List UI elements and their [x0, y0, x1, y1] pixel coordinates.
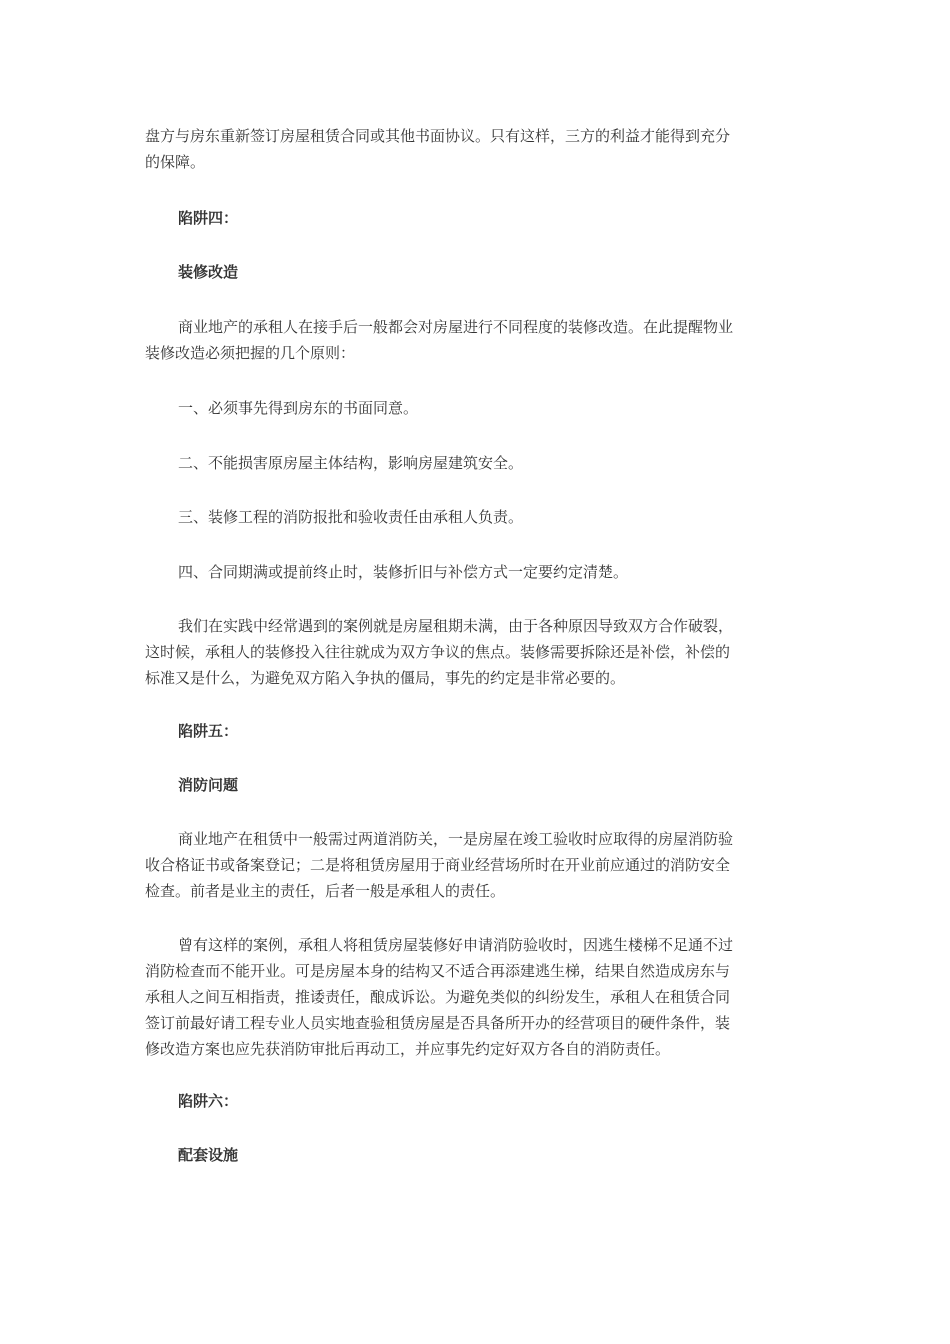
- text-line: 标准又是什么，为避免双方陷入争执的僵局，事先的约定是非常必要的。: [145, 669, 626, 687]
- text-line: 修改造方案也应先获消防审批后再动工，并应事先约定好双方各自的消防责任。: [145, 1040, 671, 1058]
- trap4-item-4: 四、合同期满或提前终止时，装修折旧与补偿方式一定要约定清楚。: [178, 563, 629, 581]
- text-line: 收合格证书或备案登记；二是将租赁房屋用于商业经营场所时在开业前应通过的消防安全: [145, 856, 731, 874]
- trap6-label: 陷阱六：: [178, 1092, 239, 1110]
- text-line: 曾有这样的案例，承租人将租赁房屋装修好申请消防验收时，因逃生楼梯不足通不过: [178, 936, 734, 954]
- text-line: 的保障。: [145, 153, 206, 171]
- trap5-label: 陷阱五：: [178, 722, 239, 740]
- text-line: 消防检查而不能开业。可是房屋本身的结构又不适合再添建逃生梯，结果自然造成房东与: [145, 962, 731, 980]
- trap6-title: 配套设施: [178, 1146, 239, 1164]
- text-line: 承租人之间互相指责，推诿责任，酿成诉讼。为避免类似的纠纷发生，承租人在租赁合同: [145, 988, 731, 1006]
- trap4-item-2: 二、不能损害原房屋主体结构，影响房屋建筑安全。: [178, 454, 524, 472]
- text-line: 装修改造必须把握的几个原则：: [145, 344, 356, 362]
- text-line: 这时候，承租人的装修投入往往就成为双方争议的焦点。装修需要拆除还是补偿，补偿的: [145, 643, 731, 661]
- trap4-paragraph-2: [145, 613, 805, 691]
- text-line: 签订前最好请工程专业人员实地查验租赁房屋是否具备所开办的经营项目的硬件条件，装: [145, 1014, 731, 1032]
- intro-paragraph: [145, 123, 805, 175]
- trap4-item-3: 三、装修工程的消防报批和验收责任由承租人负责。: [178, 508, 524, 526]
- text-line: 商业地产的承租人在接手后一般都会对房屋进行不同程度的装修改造。在此提醒物业: [178, 318, 734, 336]
- trap5-paragraph-2: [145, 932, 805, 1062]
- text-line: 我们在实践中经常遇到的案例就是房屋租期未满，由于各种原因导致双方合作破裂，: [178, 617, 734, 635]
- trap4-title: 装修改造: [178, 263, 239, 281]
- trap4-item-1: 一、必须事先得到房东的书面同意。: [178, 399, 419, 417]
- text-line: 商业地产在租赁中一般需过两道消防关，一是房屋在竣工验收时应取得的房屋消防验: [178, 830, 734, 848]
- text-line: 盘方与房东重新签订房屋租赁合同或其他书面协议。只有这样，三方的利益才能得到充分: [145, 127, 731, 145]
- text-line: 检查。前者是业主的责任，后者一般是承租人的责任。: [145, 882, 506, 900]
- trap5-paragraph-1: [145, 826, 805, 904]
- trap5-title: 消防问题: [178, 776, 239, 794]
- trap4-label: 陷阱四：: [178, 209, 239, 227]
- trap4-paragraph-1: [145, 314, 805, 366]
